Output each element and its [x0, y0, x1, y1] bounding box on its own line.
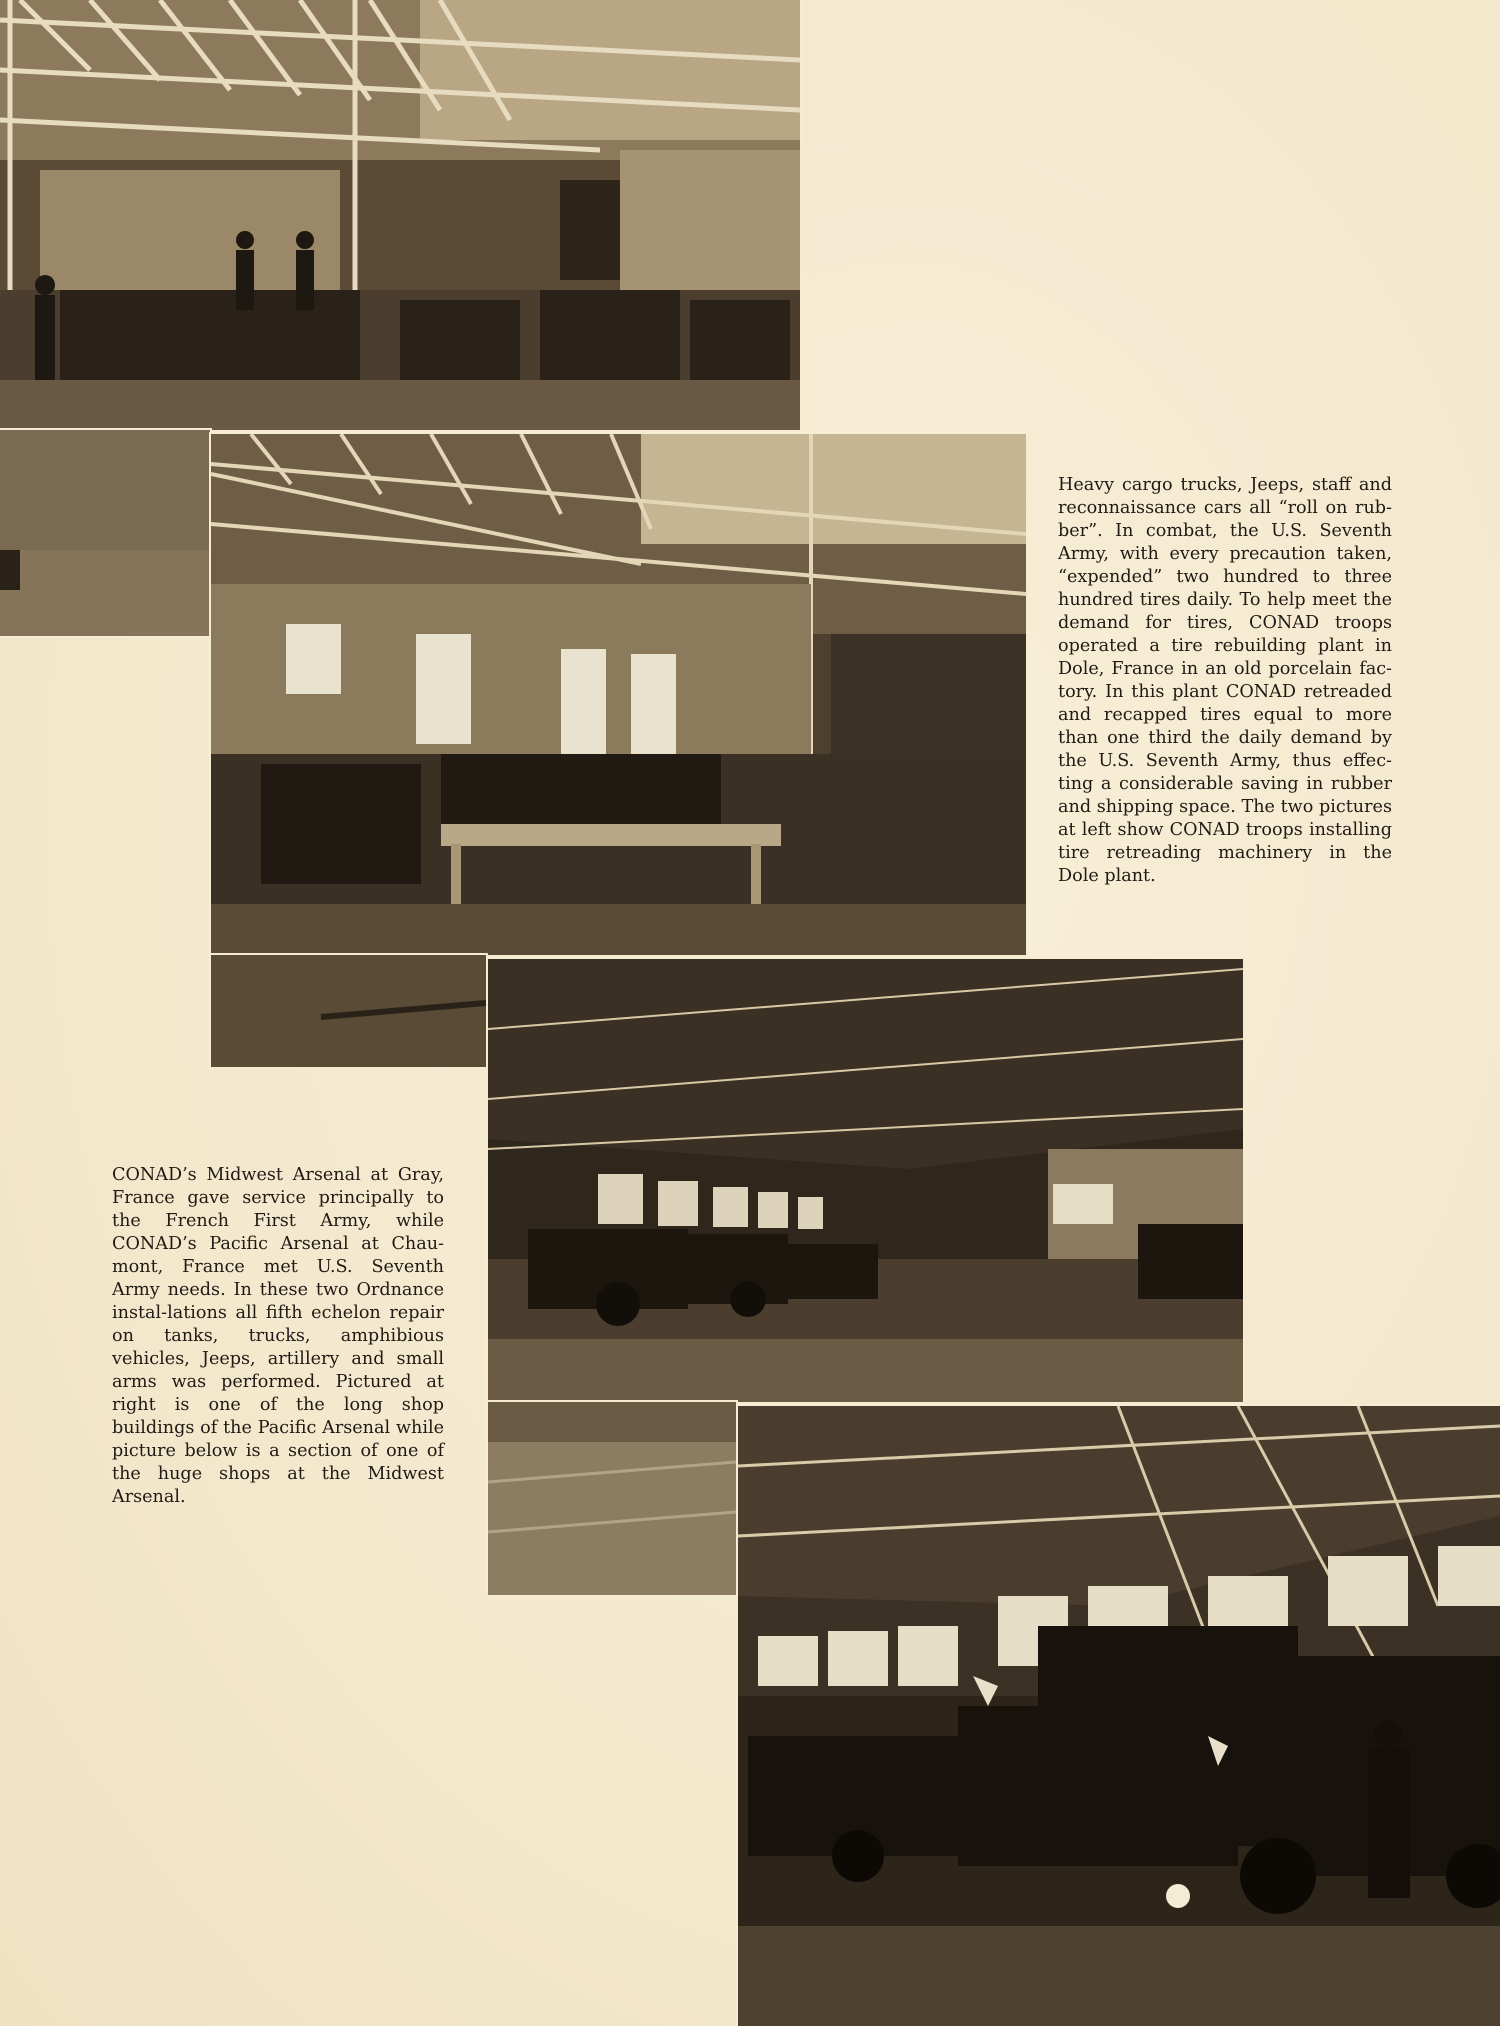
caption-tire-plant: Heavy cargo trucks, Jeeps, staff and reconnaissance cars all “roll on rub-ber”. In combat, the U.S. Seventh Army, with every precaution taken, “expended” two hundred to three hundred tires daily. To help meet the demand for tires, CONAD troops operated a tire rebuilding plant in Dole, France in an old porcelain fac-tory. In this plant CONAD retreaded and recapped tires equal to more than one third the daily demand by the U.S. Seventh Army, thus effec-ting a considerable saving in rubber and shipping space. The two pictures at left show CONAD troops installing tire retreading machinery in the Dole plant. [1058, 475, 1392, 886]
photo-pacific-arsenal-shop [488, 959, 1243, 1402]
photo-tire-plant-machinery [0, 0, 800, 430]
photo-tire-plant-floor [0, 430, 210, 636]
photo-midwest-arsenal-shop [738, 1406, 1500, 2026]
photo-tire-plant-workbench [211, 434, 1026, 955]
photo-pacific-arsenal-floor [488, 1402, 736, 1595]
photo-tire-plant-floor-lower [211, 955, 486, 1067]
caption-arsenals: CONAD’s Midwest Arsenal at Gray, France gave service principally to the French First Army, while CONAD’s Pacific Arsenal at Chau-mont, France met U.S. Seventh Army needs. In these two Ordnance instal-lations all fifth echelon repair on tanks, trucks, amphibious vehicles, Jeeps, artillery and small arms was performed. Pictured at right is one of the long shop buildings of the Pacific Arsenal while picture below is a section of one of the huge shops at the Midwest Arsenal. [112, 1165, 444, 1507]
